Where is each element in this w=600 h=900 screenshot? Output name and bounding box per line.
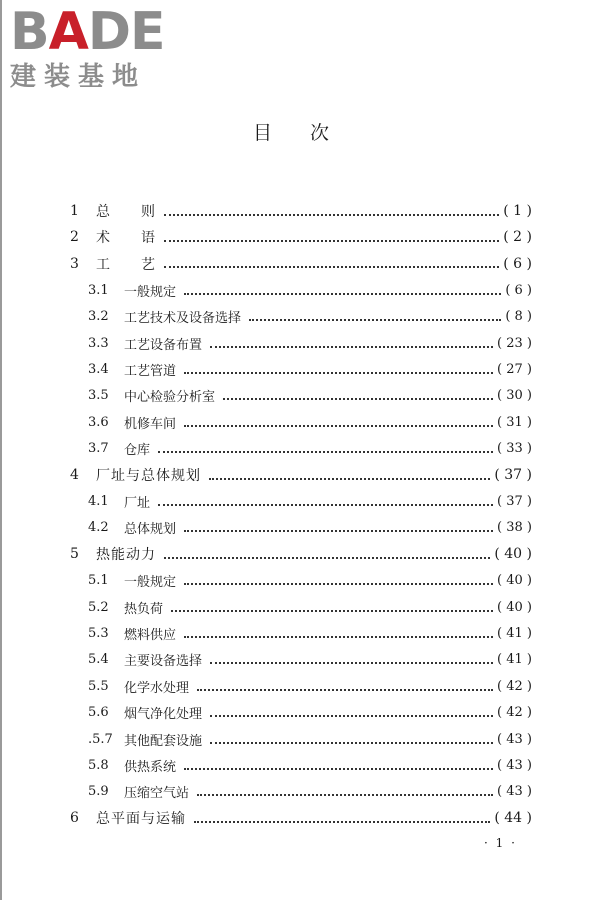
toc-entry-number: 3.5 [88, 388, 109, 404]
toc-entry-label: 燃料供应 [124, 627, 177, 643]
toc-entry-label: 热负荷 [124, 601, 164, 617]
toc-section-entry[interactable] [88, 304, 532, 330]
toc-dot-leader [158, 503, 493, 506]
toc-section-entry[interactable] [88, 488, 532, 514]
toc-dot-leader [210, 345, 493, 348]
logo-wordmark: BADE [10, 2, 165, 62]
toc-entry-label: 一般规定 [124, 284, 177, 300]
toc-entry-number: 5.5 [88, 678, 109, 694]
toc-entry-number: 6 [70, 810, 79, 827]
toc-entry-page: ( 2 ) [503, 229, 532, 246]
toc-entry-label: 主要设备选择 [124, 654, 203, 670]
toc-dot-leader [197, 688, 493, 691]
toc-entry-page: ( 1 ) [503, 203, 532, 219]
toc-entry-number: 5.9 [88, 784, 109, 800]
toc-entry-number: 5.8 [88, 757, 109, 773]
toc-dot-leader [210, 661, 493, 664]
toc-dot-leader [210, 741, 493, 744]
toc-entry-page: ( 44 ) [494, 810, 532, 827]
toc-dot-leader [210, 714, 493, 717]
toc-entry-label: 工艺管道 [124, 363, 177, 379]
toc-entry-number: 3.1 [88, 282, 109, 298]
toc-section-entry[interactable] [88, 779, 532, 805]
toc-chapter-entry[interactable] [70, 805, 532, 831]
toc-section-entry[interactable] [88, 673, 532, 699]
toc-entry-page: ( 42 ) [497, 705, 532, 721]
toc-entry-number: 3.3 [88, 335, 109, 351]
toc-dot-leader [184, 635, 493, 638]
toc-entry-page: ( 40 ) [494, 546, 532, 563]
toc-entry-page: ( 40 ) [497, 599, 532, 615]
toc-entry-label: 压缩空气站 [124, 786, 190, 802]
toc-chapter-entry[interactable] [70, 251, 532, 277]
logo-subtitle: 建装基地 [10, 62, 147, 92]
toc-section-entry[interactable] [88, 436, 532, 462]
toc-entry-page: ( 33 ) [497, 441, 532, 457]
toc-title: 目次 [252, 122, 367, 144]
toc-section-entry[interactable] [88, 330, 532, 356]
toc-section-entry[interactable] [88, 726, 532, 752]
toc-entry-number: 3.7 [88, 441, 109, 457]
toc-dot-leader [164, 556, 490, 559]
toc-entry-number: 5 [70, 546, 79, 563]
toc-entry-label: 机修车间 [124, 416, 177, 432]
toc-entry-page: ( 6 ) [503, 255, 532, 272]
toc-section-entry[interactable] [88, 568, 532, 594]
toc-entry-number: 3.6 [88, 414, 109, 430]
toc-chapter-entry[interactable] [70, 198, 532, 224]
toc-dot-leader [223, 397, 493, 400]
toc-entry-number: .5.7 [88, 731, 113, 747]
toc-entry-page: ( 30 ) [497, 388, 532, 404]
toc-entry-page: ( 38 ) [497, 520, 532, 536]
toc-section-entry[interactable] [88, 409, 532, 435]
toc-entry-page: ( 37 ) [497, 493, 532, 509]
toc-section-entry[interactable] [88, 383, 532, 409]
toc-dot-leader [184, 582, 493, 585]
toc-entry-label: 化学水处理 [124, 680, 190, 696]
toc-entry-label: 仓库 [124, 443, 151, 459]
toc-dot-leader [164, 213, 499, 216]
toc-dot-leader [249, 318, 501, 321]
toc-entry-label: 热能动力 [96, 547, 156, 564]
toc-entry-number: 5.1 [88, 573, 109, 589]
toc-section-entry[interactable] [88, 620, 532, 646]
toc-entry-number: 2 [70, 229, 79, 246]
toc-entry-page: ( 41 ) [497, 625, 532, 641]
toc-section-entry[interactable] [88, 356, 532, 382]
toc-entry-label: 工艺设备布置 [124, 337, 203, 353]
toc-dot-leader [184, 767, 493, 770]
toc-entry-label: 总平面与运输 [96, 811, 186, 828]
toc-entry-page: ( 43 ) [497, 784, 532, 800]
toc-dot-leader [184, 292, 501, 295]
toc-entry-label: 其他配套设施 [124, 733, 203, 749]
toc-chapter-entry[interactable] [70, 224, 532, 250]
toc-dot-leader [209, 477, 490, 480]
toc-entry-label: 工 艺 [96, 256, 156, 273]
toc-entry-page: ( 43 ) [497, 731, 532, 747]
brand-logo [6, 2, 186, 98]
toc-entry-page: ( 8 ) [505, 309, 532, 325]
toc-dot-leader [184, 529, 493, 532]
toc-entry-page: ( 6 ) [505, 282, 532, 298]
toc-entry-label: 厂址 [124, 495, 151, 511]
toc-section-entry[interactable] [88, 700, 532, 726]
toc-entry-page: ( 23 ) [497, 335, 532, 351]
toc-entry-number: 5.4 [88, 652, 109, 668]
toc-entry-number: 1 [70, 203, 79, 219]
toc-section-entry[interactable] [88, 752, 532, 778]
toc-dot-leader [184, 371, 493, 374]
toc-section-entry[interactable] [88, 647, 532, 673]
toc-dot-leader [171, 609, 493, 612]
toc-entry-number: 3 [70, 255, 79, 272]
toc-entry-page: ( 42 ) [497, 678, 532, 694]
toc-entry-page: ( 41 ) [497, 652, 532, 668]
toc-entry-label: 工艺技术及设备选择 [124, 311, 242, 327]
toc-entry-label: 烟气净化处理 [124, 707, 203, 723]
toc-entry-label: 供热系统 [124, 759, 177, 775]
toc-entry-number: 5.6 [88, 705, 109, 721]
toc-entry-label: 术 语 [96, 230, 156, 247]
toc-chapter-entry[interactable] [70, 462, 532, 488]
toc-entry-label: 一般规定 [124, 575, 177, 591]
toc-entry-number: 5.2 [88, 599, 109, 615]
toc-entry-number: 4.1 [88, 493, 109, 509]
toc-entry-page: ( 40 ) [497, 573, 532, 589]
toc-entry-label: 中心检验分析室 [124, 390, 216, 406]
toc-dot-leader [164, 239, 499, 242]
toc-entry-page: ( 37 ) [494, 467, 532, 483]
toc-entry-number: 3.4 [88, 361, 109, 377]
toc-entry-number: 5.3 [88, 625, 109, 641]
toc-dot-leader [158, 450, 493, 453]
toc-entry-label: 总 则 [96, 204, 156, 220]
toc-dot-leader [197, 793, 493, 796]
toc-dot-leader [194, 820, 490, 823]
toc-entry-label: 总体规划 [124, 522, 177, 538]
toc-section-entry[interactable] [88, 594, 532, 620]
toc-entry-page: ( 43 ) [497, 757, 532, 773]
toc-entry-number: 4 [70, 467, 79, 483]
toc-section-entry[interactable] [88, 515, 532, 541]
page-number: · 1 · [484, 836, 517, 850]
toc-dot-leader [184, 424, 493, 427]
toc-entry-label: 厂址与总体规划 [96, 468, 201, 484]
toc-entry-number: 4.2 [88, 520, 109, 536]
toc-dot-leader [164, 265, 499, 268]
toc-section-entry[interactable] [88, 277, 532, 303]
toc-entry-number: 3.2 [88, 309, 109, 325]
toc-chapter-entry[interactable] [70, 541, 532, 567]
toc-entry-page: ( 31 ) [497, 414, 532, 430]
toc-entry-page: ( 27 ) [497, 361, 532, 377]
